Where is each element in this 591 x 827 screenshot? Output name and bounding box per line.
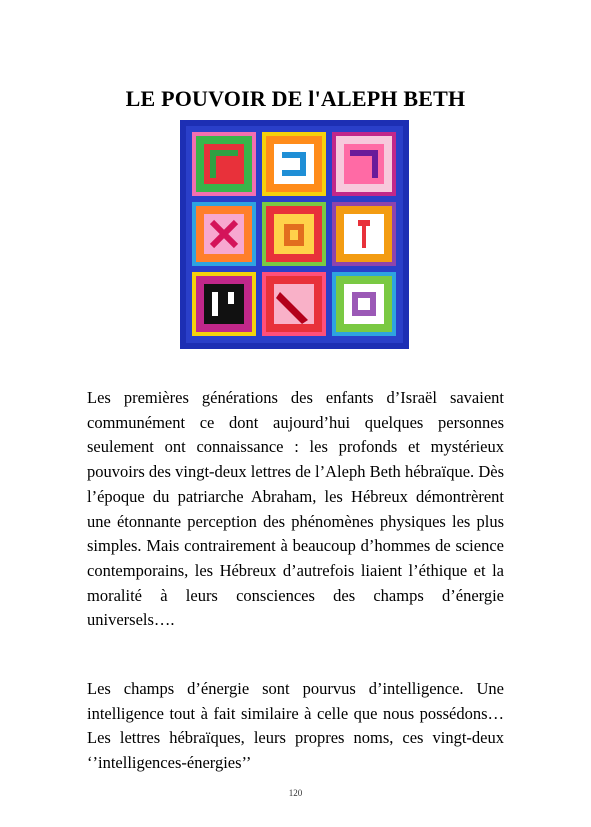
page-number: 120 [288, 788, 303, 798]
page-title: LE POUVOIR DE l'ALEPH BETH [125, 85, 466, 111]
paragraph-1: Les premières générations des enfants d’Israël savaient communément ce dont aujourd’hui quelques personnes seulement ont connaissance : les profonds et mystérieux pouvoirs des vingt-deux lettres de l’Aleph Beth hébraïque. Dès l’époque du patriarche Abraham, les Hébreux démontrèrent une étonnante perception des phénomènes physiques les plus simples. Mais contrairement à beaucoup d’hommes de science contemporains, les Hébreux d’autrefois liaient l’éthique et la moralité à leurs consciences des champs d’énergie universels…. [87, 388, 504, 630]
tile-4 [192, 202, 256, 266]
tile-7 [192, 272, 256, 336]
aleph-beth-painting [180, 120, 409, 349]
tile-3 [332, 132, 396, 196]
tile-2 [262, 132, 326, 196]
tile-9 [332, 272, 396, 336]
tile-5 [262, 202, 326, 266]
tile-1 [192, 132, 256, 196]
tile-8 [262, 272, 326, 336]
painting-image [180, 120, 409, 349]
tile-6 [332, 202, 396, 266]
paragraph-2: Les champs d’énergie sont pourvus d’intelligence. Une intelligence tout à fait similaire à celle que nous possédons… Les lettres hébraïques, leurs propres noms, ces vingt-deux ‘’intelligences-énergies’’ [87, 679, 504, 773]
